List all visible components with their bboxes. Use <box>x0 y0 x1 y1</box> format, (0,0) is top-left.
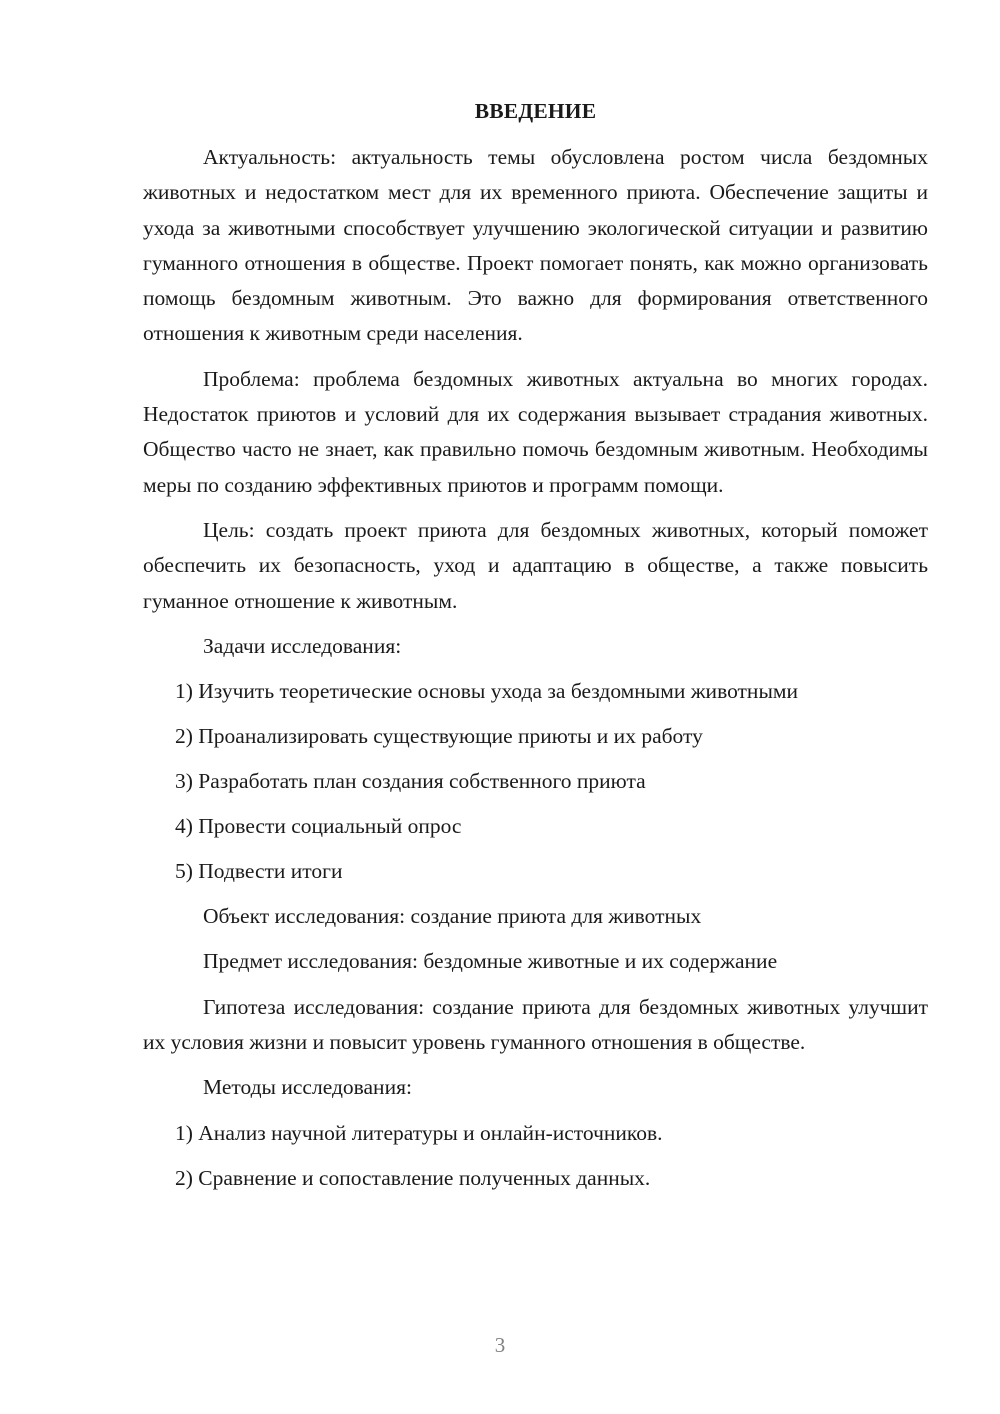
problem-paragraph: Проблема: проблема бездомных животных актуальна во многих городах. Недостаток приютов и условий для их содержания вызывает страдания животных. Общество часто не знает, как правильно помочь бездомным животным. Необходимы меры по созданию эффективных приютов и программ помощи. <box>143 366 928 497</box>
relevance-paragraph: Актуальность: актуальность темы обусловлена ростом числа бездомных животных и недостатком мест для их временного приюта. Обеспечение защиты и ухода за животными способствует улучшению экологической ситуации и развитию гуманного отношения в обществе. Проект помогает понять, как можно организовать помощь бездомным животным. Это важно для формирования ответственного отношения к животным среди населения. <box>143 145 928 346</box>
goal-paragraph: Цель: создать проект приюта для бездомных животных, который поможет обеспечить их безопасность, уход и адаптацию в обществе, а также повысить гуманное отношение к животным. <box>143 517 928 613</box>
section-title: ВВЕДЕНИЕ <box>474 99 597 123</box>
task-item: 1) Изучить теоретические основы ухода за бездомными животными <box>175 679 798 704</box>
subject-paragraph: Предмет исследования: бездомные животные и их содержание <box>203 949 778 974</box>
page-number: 3 <box>494 1333 506 1357</box>
method-item: 1) Анализ научной литературы и онлайн-источников. <box>175 1120 663 1145</box>
task-item: 3) Разработать план создания собственного приюта <box>175 769 646 794</box>
object-paragraph: Объект исследования: создание приюта для животных <box>203 904 702 929</box>
hypothesis-paragraph: Гипотеза исследования: создание приюта для бездомных животных улучшит их условия жизни и повысит уровень гуманного отношения в обществе. <box>143 994 928 1055</box>
task-item: 2) Проанализировать существующие приюты и их работу <box>175 724 703 749</box>
task-item: 4) Провести социальный опрос <box>175 814 462 839</box>
method-item: 2) Сравнение и сопоставление полученных данных. <box>175 1165 651 1190</box>
methods-heading: Методы исследования: <box>203 1075 412 1100</box>
document-page <box>143 96 928 1206</box>
tasks-heading: Задачи исследования: <box>203 633 402 658</box>
task-item: 5) Подвести итоги <box>175 859 343 884</box>
